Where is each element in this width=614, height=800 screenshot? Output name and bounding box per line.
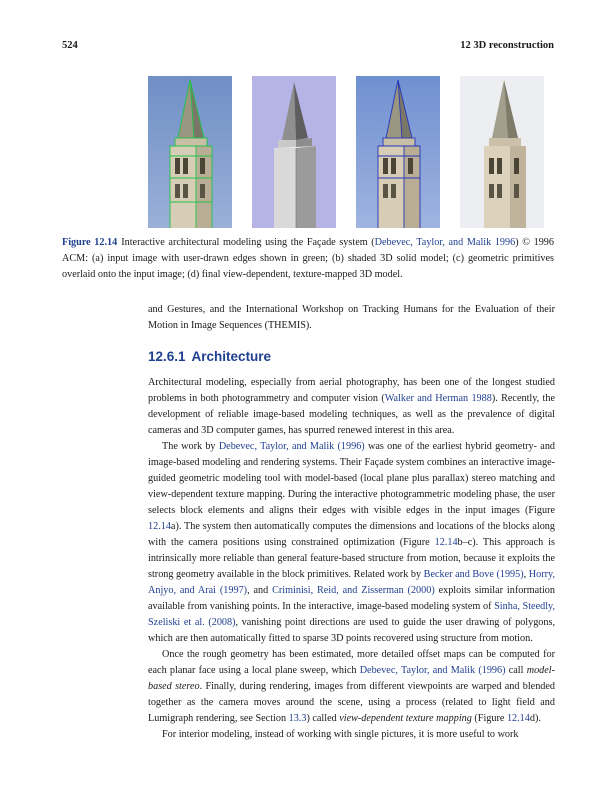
page-number: 524 [62, 40, 78, 51]
paragraph-continued: and Gestures, and the International Workshop on Tracking Humans for the Evaluation of their Motion in Image Sequences (THEMIS). [148, 304, 555, 331]
paragraph-4: For interior modeling, instead of working with single pictures, it is more useful to work [162, 729, 519, 740]
citation-link[interactable]: Criminisi, Reid, and Zisserman (2000) [272, 585, 435, 596]
figure-panel-a [148, 76, 232, 228]
figure-panel-c [356, 76, 440, 228]
section-heading [148, 349, 271, 364]
figure-caption [62, 235, 554, 283]
tower-primitives-overlay [356, 76, 440, 228]
page-header [62, 40, 554, 56]
caption-text-continued: ) © 1996 ACM: (a) input image with user-drawn edges shown in green; (b) shaded 3D solid model; (c) geometric primitives overlaid onto the input image; (d) final view-dependent, texture-mapped 3D model. [62, 237, 554, 280]
figure-label: Figure 12.14 [62, 237, 118, 248]
citation-link[interactable]: Walker and Herman 1988 [384, 393, 492, 404]
emphasis-term: model-based stereo [148, 665, 556, 692]
section-reference-link[interactable]: 13.3 [288, 713, 307, 724]
section-number: 12.6.1 [148, 349, 186, 364]
section-body [148, 375, 555, 743]
citation-link[interactable]: Becker and Bove (1995) [423, 569, 524, 580]
figure-reference-link[interactable]: 12.14 [148, 521, 171, 532]
paragraph-1: Architectural modeling, especially from aerial photography, has been one of the longest studied problems in both photogrammetry and computer vision (Walker and Herman 1988). Recently, the development of reliable image-based modeling techniques, as well as the prevalence of digital cameras and 3D computer games, has spurred renewed interest in this area. [148, 377, 555, 436]
caption-text: Interactive architectural modeling using the Façade system ( [121, 237, 375, 248]
chapter-title: 12 3D reconstruction [460, 40, 554, 51]
figure-reference-link[interactable]: 12.14 [506, 713, 530, 724]
tower-texture-mapped-model [460, 76, 544, 228]
caption-citation-link[interactable]: Debevec, Taylor, and Malik 1996 [374, 237, 516, 248]
citation-link[interactable]: Debevec, Taylor, and Malik (1996) [218, 441, 365, 452]
citation-link[interactable]: Horry, Anjyo, and Arai (1997) [148, 569, 555, 596]
citation-link[interactable]: Sinha, Steedly, Szeliski et al. (2008) [148, 601, 555, 628]
figure-reference-link[interactable]: 12.14 [434, 537, 458, 548]
tower-input-image [148, 76, 232, 228]
figure-panel-b [252, 76, 336, 228]
citation-link[interactable]: Debevec, Taylor, and Malik (1996) [359, 665, 506, 676]
emphasis-term: view-dependent texture mapping [339, 713, 472, 724]
section-title: Architecture [191, 349, 272, 364]
figure-images [148, 76, 544, 228]
paragraph-2: The work by Debevec, Taylor, and Malik (1996) was one of the earliest hybrid geometry- and image-based modeling and rendering systems. Their Façade system combines an interactive image-guided geometric modeling tool with model-based (local plane plus parallax) stereo matching and view-dependent texture mapping. During the interactive photogrammetric modeling phase, the user selects block elements and aligns their edges with visible edges in the input images (Figure 12.14a). The system then automatically computes the dimensions and locations of the blocks along with the camera positions using constrained optimization (Figure 12.14b–c). This approach is intrinsically more reliable than general feature-based structure from motion, because it exploits the strong geometry available in the block primitives. Related work by Becker and Bove (1995), Horry, Anjyo, and Arai (1997), and Criminisi, Reid, and Zisserman (2000) exploits similar information available from vanishing points. In the interactive, image-based modeling system of Sinha, Steedly, Szeliski et al. (2008), vanishing point directions are used to guide the user drawing of polygons, which are then automatically fitted to sparse 3D points recovered using structure from motion. [148, 441, 556, 644]
tower-solid-model [252, 76, 336, 228]
figure-panel-d [460, 76, 544, 228]
paragraph-3: Once the rough geometry has been estimated, more detailed offset maps can be computed for each planar face using a local plane sweep, which Debevec, Taylor, and Malik (1996) call model-based stereo. Finally, during rendering, images from different viewpoints are warped and blended together as the camera moves around the scene, using a process (related to light field and Lumigraph rendering, see Section 13.3) called view-dependent texture mapping (Figure 12.14d). [148, 649, 556, 724]
